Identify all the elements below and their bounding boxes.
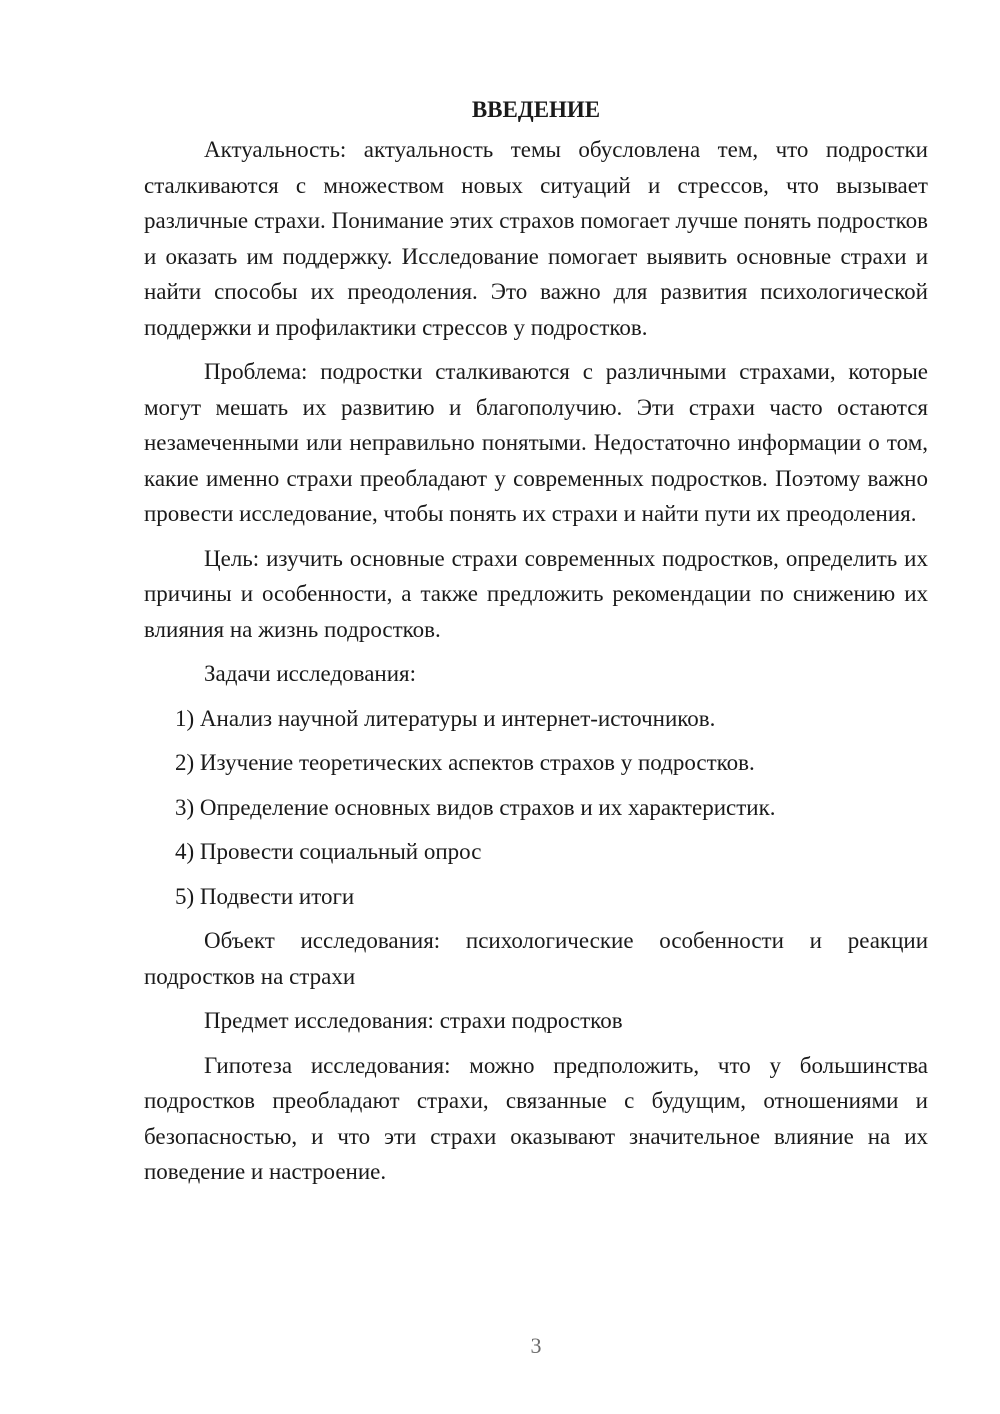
page-title: ВВЕДЕНИЕ: [471, 97, 601, 122]
document-page: [144, 92, 928, 1199]
list-item: 1) Анализ научной литературы и интернет-источников.: [175, 705, 716, 731]
paragraph-goal: Цель: изучить основные страхи современных подростков, определить их причины и особенности, а также предложить рекомендации по снижению их влияния на жизнь подростков.: [144, 545, 928, 642]
list-item: 5) Подвести итоги: [175, 883, 355, 909]
paragraph-relevance: Актуальность: актуальность темы обусловлена тем, что подростки сталкиваются с множеством новых ситуаций и стрессов, что вызывает различные страхи. Понимание этих страхов помогает лучше понять подростков и оказать им поддержку. Исследование помогает выявить основные страхи и найти способы их преодоления. Это важно для развития психологической поддержки и профилактики стрессов у подростков.: [144, 137, 928, 340]
list-item: 2) Изучение теоретических аспектов страхов у подростков.: [175, 750, 755, 775]
tasks-list: [144, 701, 928, 915]
paragraph-subject: Предмет исследования: страхи подростков: [204, 1008, 623, 1033]
paragraph-problem: Проблема: подростки сталкиваются с различными страхами, которые могут мешать их развитию и благополучию. Эти страхи часто остаются незамеченными или неправильно понятыми. Недостаточно информации о том, какие именно страхи преобладают у современных подростков. Поэтому важно провести исследование, чтобы понять их страхи и найти пути их преодоления.: [144, 359, 928, 526]
page-number: 3: [530, 1333, 542, 1358]
paragraph-object: Объект исследования: психологические особенности и реакции подростков на страхи: [144, 928, 928, 989]
list-item: 4) Провести социальный опрос: [175, 839, 482, 864]
list-item: 3) Определение основных видов страхов и их характеристик.: [175, 794, 776, 820]
paragraph-hypothesis: Гипотеза исследования: можно предположить, что у большинства подростков преобладают страхи, связанные с будущим, отношениями и безопасностью, и что эти страхи оказывают значительное влияние на их поведение и настроение.: [144, 1052, 928, 1184]
tasks-title: Задачи исследования:: [204, 661, 417, 686]
